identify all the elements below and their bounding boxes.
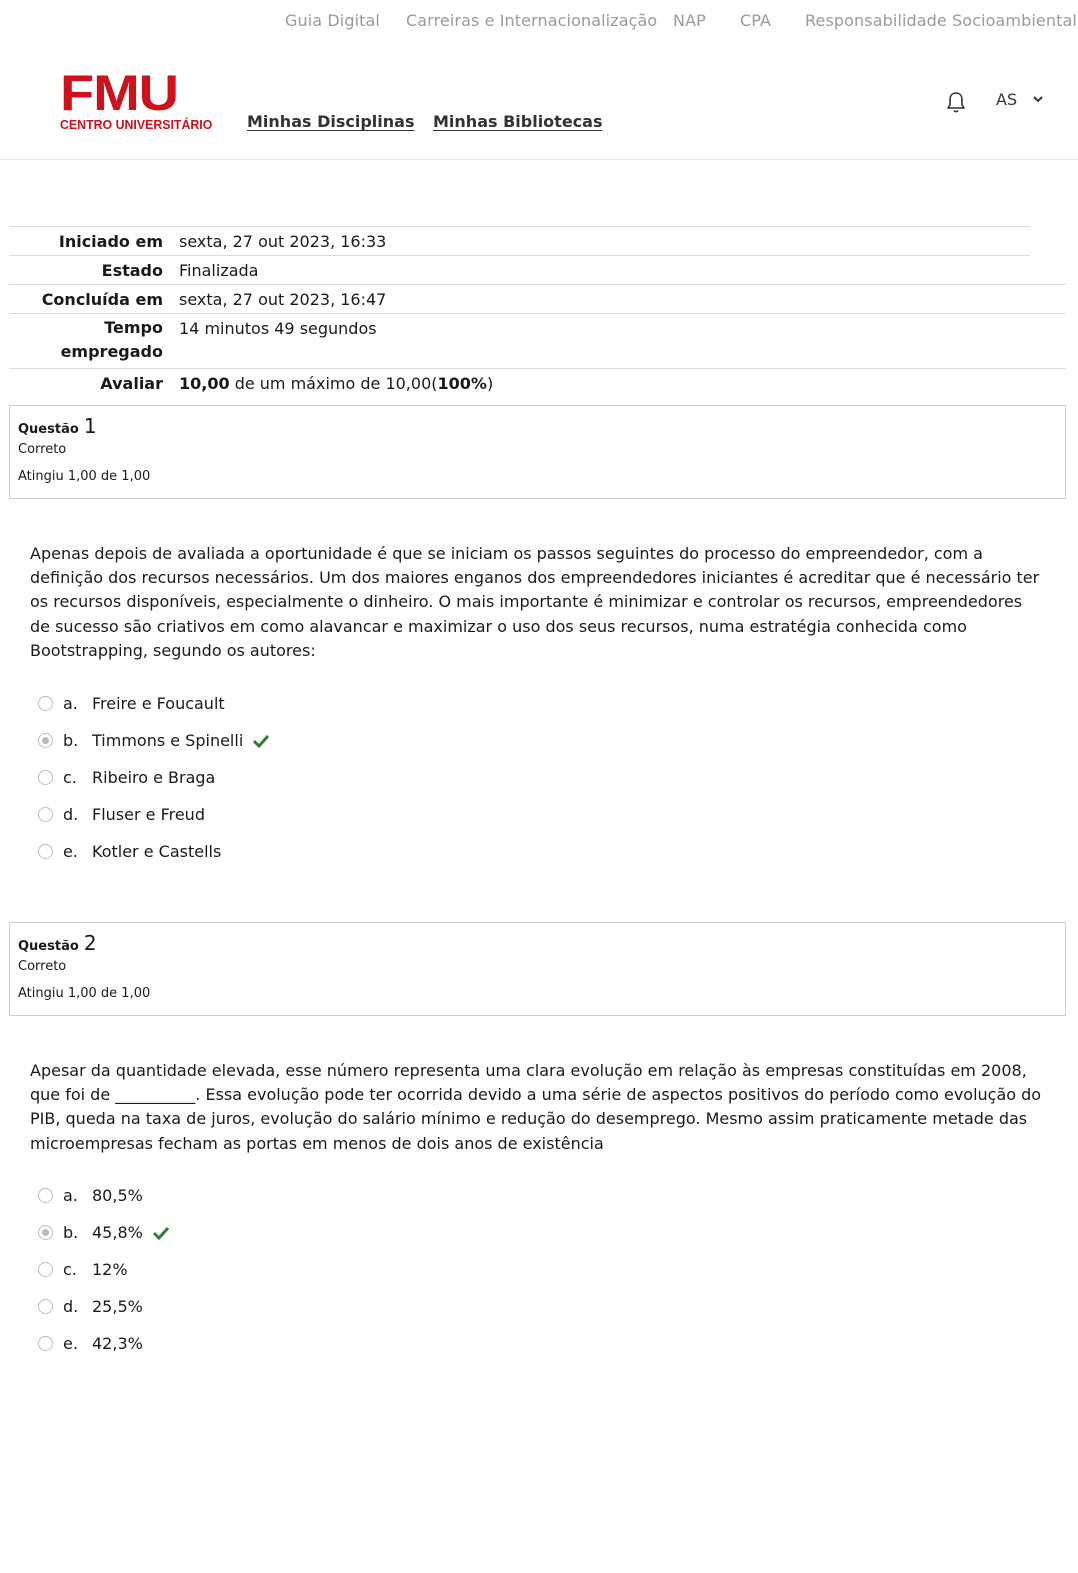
check-icon <box>252 734 270 748</box>
radio-button-selected[interactable] <box>38 1225 53 1240</box>
answer-letter: e. <box>63 842 78 861</box>
topbar-link-carreiras[interactable]: Carreiras e Internacionalização <box>406 11 658 30</box>
question-grade: Atingiu 1,00 de 1,00 <box>18 986 151 1001</box>
summary-value: sexta, 27 out 2023, 16:47 <box>179 290 387 309</box>
question-heading <box>18 414 1057 438</box>
user-initials[interactable]: AS <box>996 90 1018 109</box>
answer-list <box>38 685 270 870</box>
answer-letter: b. <box>63 1223 79 1242</box>
answer-text: 80,5% <box>92 1186 143 1205</box>
answer-text: Timmons e Spinelli <box>92 731 244 750</box>
topbar-link-cpa[interactable]: CPA <box>740 11 772 30</box>
answer-option[interactable] <box>38 759 270 796</box>
main-header <box>0 44 1078 160</box>
radio-button-selected[interactable] <box>38 733 53 748</box>
answer-letter: a. <box>63 1186 78 1205</box>
radio-button[interactable] <box>38 807 53 822</box>
answer-letter: c. <box>63 1260 77 1279</box>
radio-button[interactable] <box>38 1299 53 1314</box>
summary-value: sexta, 27 out 2023, 16:33 <box>179 232 387 251</box>
question-label: Questão <box>18 939 79 954</box>
radio-button[interactable] <box>38 1262 53 1277</box>
attempt-summary-table <box>9 226 1066 397</box>
check-icon <box>152 1226 170 1240</box>
grade-score: 10,00 <box>179 374 230 393</box>
summary-row-grade <box>9 368 1066 397</box>
answer-option[interactable] <box>38 833 270 870</box>
bell-icon[interactable] <box>945 90 967 114</box>
answer-letter: e. <box>63 1334 78 1353</box>
chevron-down-icon[interactable] <box>1032 93 1044 105</box>
summary-label: Estado <box>101 261 163 280</box>
answer-text: 12% <box>92 1260 128 1279</box>
question-number: 2 <box>83 931 97 955</box>
question-label: Questão <box>18 422 79 437</box>
answer-text: Ribeiro e Braga <box>92 768 216 787</box>
topbar-link-guia-digital[interactable]: Guia Digital <box>285 11 380 30</box>
question-info-box <box>9 922 1066 1016</box>
question-text: Apenas depois de avaliada a oportunidade é que se iniciam os passos seguintes do processo do empreendedor, com a definição dos recursos necessários. Um dos maiores enganos dos empreendedores iniciantes é acreditar que é necessário ter os recursos disponíveis, especialmente o dinheiro. O mais importante é minimizar e controlar os recursos, empreendedores de sucesso são criativos em como alavancar e maximizar o uso dos seus recursos, numa estratégia conhecida como Bootstrapping, segundo os autores: <box>30 544 1040 660</box>
answer-text: 25,5% <box>92 1297 143 1316</box>
answer-option-selected[interactable] <box>38 722 270 759</box>
topbar-link-responsabilidade[interactable]: Responsabilidade Socioambiental <box>805 11 1077 30</box>
question-info-box <box>9 405 1066 499</box>
topbar-link-nap[interactable]: NAP <box>673 11 706 30</box>
answer-text: Kotler e Castells <box>92 842 222 861</box>
answer-option-selected[interactable] <box>38 1214 170 1251</box>
answer-letter: a. <box>63 694 78 713</box>
radio-button[interactable] <box>38 1188 53 1203</box>
question-text-part: Apesar da quantidade elevada, esse número representa uma clara evolução em relação às empresas constituídas em 2008, que foi de <box>30 1061 1027 1105</box>
nav-minhas-disciplinas[interactable]: Minhas Disciplinas <box>247 112 415 131</box>
answer-letter: b. <box>63 731 79 750</box>
summary-value <box>163 369 493 397</box>
radio-button[interactable] <box>38 696 53 711</box>
answer-letter: d. <box>63 805 79 824</box>
summary-row-completed <box>9 284 1066 313</box>
logo-mark: FMU <box>60 65 178 121</box>
summary-row-time <box>9 313 1066 368</box>
summary-label: Concluída em <box>41 290 163 309</box>
answer-text: 42,3% <box>92 1334 143 1353</box>
summary-label-part: Tempo <box>104 318 163 337</box>
question-state: Correto <box>18 442 67 457</box>
logo-subtitle: CENTRO UNIVERSITÁRIO <box>60 117 213 132</box>
answer-option[interactable] <box>38 1288 170 1325</box>
summary-value: Finalizada <box>179 261 259 280</box>
answer-text: Freire e Foucault <box>92 694 225 713</box>
answer-list <box>38 1177 170 1362</box>
summary-row-state <box>9 255 1030 284</box>
top-utility-bar <box>0 0 1078 44</box>
question-state: Correto <box>18 959 67 974</box>
summary-label: Avaliar <box>100 374 163 393</box>
question-text-part: __________. Essa evolução pode ter ocorrida devido a uma série de aspectos positivos do período como evolução do PIB, queda na taxa de juros, evolução do salário mínimo e redução do desemprego. Mesmo assim praticamente metade das microempresas fecham as portas em menos de dois anos de existência <box>30 1085 1042 1153</box>
summary-row-started <box>9 226 1030 255</box>
radio-button[interactable] <box>38 770 53 785</box>
summary-label: Iniciado em <box>58 232 163 251</box>
answer-letter: c. <box>63 768 77 787</box>
grade-text: de um máximo de 10,00( <box>229 374 438 393</box>
question-heading <box>18 931 1057 955</box>
answer-text: 45,8% <box>92 1223 143 1242</box>
answer-option[interactable] <box>38 1177 170 1214</box>
summary-value: 14 minutos 49 segundos <box>179 319 377 338</box>
nav-minhas-bibliotecas[interactable]: Minhas Bibliotecas <box>433 112 603 131</box>
answer-text: Fluser e Freud <box>92 805 205 824</box>
question-text <box>30 1059 1046 1156</box>
grade-text-end: ) <box>486 374 494 393</box>
summary-label <box>9 314 163 368</box>
answer-option[interactable] <box>38 796 270 833</box>
question-number: 1 <box>83 414 97 438</box>
fmu-logo[interactable] <box>60 65 213 134</box>
answer-option[interactable] <box>38 1251 170 1288</box>
answer-letter: d. <box>63 1297 79 1316</box>
answer-option[interactable] <box>38 685 270 722</box>
radio-button[interactable] <box>38 1336 53 1351</box>
answer-option[interactable] <box>38 1325 170 1362</box>
radio-button[interactable] <box>38 844 53 859</box>
summary-label-part: empregado <box>60 342 163 361</box>
question-grade: Atingiu 1,00 de 1,00 <box>18 469 151 484</box>
grade-percent: 100% <box>437 374 487 393</box>
